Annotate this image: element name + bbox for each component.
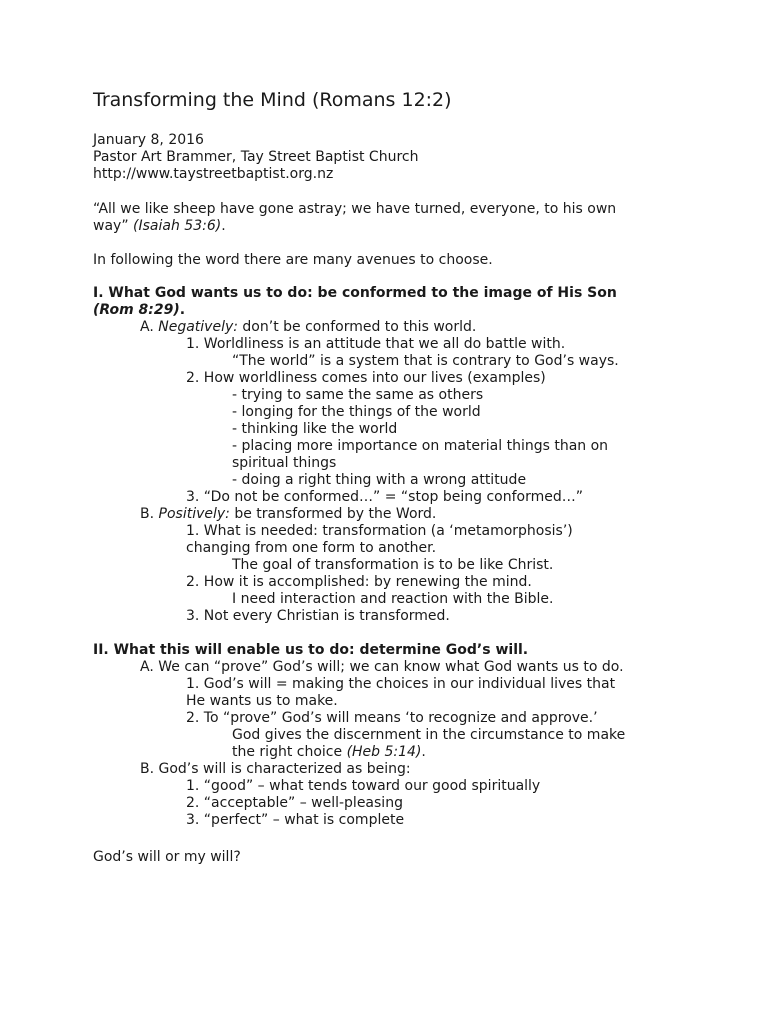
closing-question: God’s will or my will? [93,849,241,865]
point-1b-prefix: B. [140,506,159,522]
sermon-outline [93,285,693,829]
point-1a-text: don’t be conformed to this world. [237,319,477,335]
point-1b-label: Positively: [158,506,230,522]
point-1b-1: 1. What is needed: transformation (a ‘metamorphosis’) [186,523,573,539]
section-1-heading: I. What God wants us to do: be conformed to the image of His Son [93,285,617,301]
point-1b-1-sub: The goal of transformation is to be like Christ. [232,557,554,573]
point-1a-3: 3. “Do not be conformed…” = “stop being conformed…” [186,489,583,505]
point-2a: A. We can “prove” God’s will; we can know what God wants us to do. [140,659,624,675]
quote-line-1: “All we like sheep have gone astray; we have turned, everyone, to his own [93,201,617,217]
example-item: - trying to same the same as others [232,387,484,403]
quote-line-2 [93,218,693,235]
example-item-continued: spiritual things [232,455,337,471]
point-2b-item: 1. “good” – what tends toward our good spiritually [186,778,541,794]
sermon-meta [93,132,418,183]
section-1-period: . [179,302,186,318]
section-1-heading-ref-line [93,302,693,319]
point-1a-prefix: A. [140,319,159,335]
example-item: - placing more importance on material things than on [232,438,609,454]
point-1a-2: 2. How worldliness comes into our lives (examples) [186,370,546,386]
example-item: - doing a right thing with a wrong attitude [232,472,527,488]
point-2a-2-sub-continued [93,744,693,761]
point-1b-2: 2. How it is accomplished: by renewing the mind. [186,574,532,590]
quote-reference: (Isaiah 53:6) [133,218,222,234]
point-2b: B. God’s will is characterized as being: [140,761,411,777]
quote-text-end: way” [93,218,134,234]
point-1a-label: Negatively: [158,319,238,335]
point-2a-2: 2. To “prove” God’s will means ‘to recognize and approve.’ [186,710,598,726]
spacer [93,625,693,642]
point-1a [93,319,693,336]
example-item: - longing for the things of the world [232,404,481,420]
point-2a-1-continued: He wants us to make. [186,693,338,709]
section-2-heading: II. What this will enable us to do: determine God’s will. [93,642,529,658]
quote-period: . [221,218,226,234]
sermon-date: January 8, 2016 [93,132,204,148]
point-2a-2-sub-text: the right choice [232,744,347,760]
point-1b-3: 3. Not every Christian is transformed. [186,608,450,624]
point-1a-1-sub: “The world” is a system that is contrary to God’s ways. [232,353,619,369]
section-1-reference: (Rom 8:29) [93,302,180,318]
point-2a-2-period: . [421,744,426,760]
point-2a-2-sub: God gives the discernment in the circumstance to make [232,727,626,743]
point-1b [93,506,693,523]
intro-paragraph: In following the word there are many avenues to choose. [93,252,493,268]
point-2b-item: 2. “acceptable” – well-pleasing [186,795,403,811]
opening-quote [93,201,693,235]
church-url: http://www.taystreetbaptist.org.nz [93,166,334,182]
example-item: - thinking like the world [232,421,398,437]
point-1b-2-sub: I need interaction and reaction with the Bible. [232,591,554,607]
point-1b-text: be transformed by the Word. [229,506,437,522]
point-2a-1: 1. God’s will = making the choices in our individual lives that [186,676,616,692]
sermon-author: Pastor Art Brammer, Tay Street Baptist Church [93,149,419,165]
document-title: Transforming the Mind (Romans 12:2) [93,89,452,111]
point-1b-1-continued: changing from one form to another. [186,540,437,556]
point-1a-1: 1. Worldliness is an attitude that we all do battle with. [186,336,566,352]
point-2b-item: 3. “perfect” – what is complete [186,812,405,828]
point-2a-2-reference: (Heb 5:14) [346,744,422,760]
